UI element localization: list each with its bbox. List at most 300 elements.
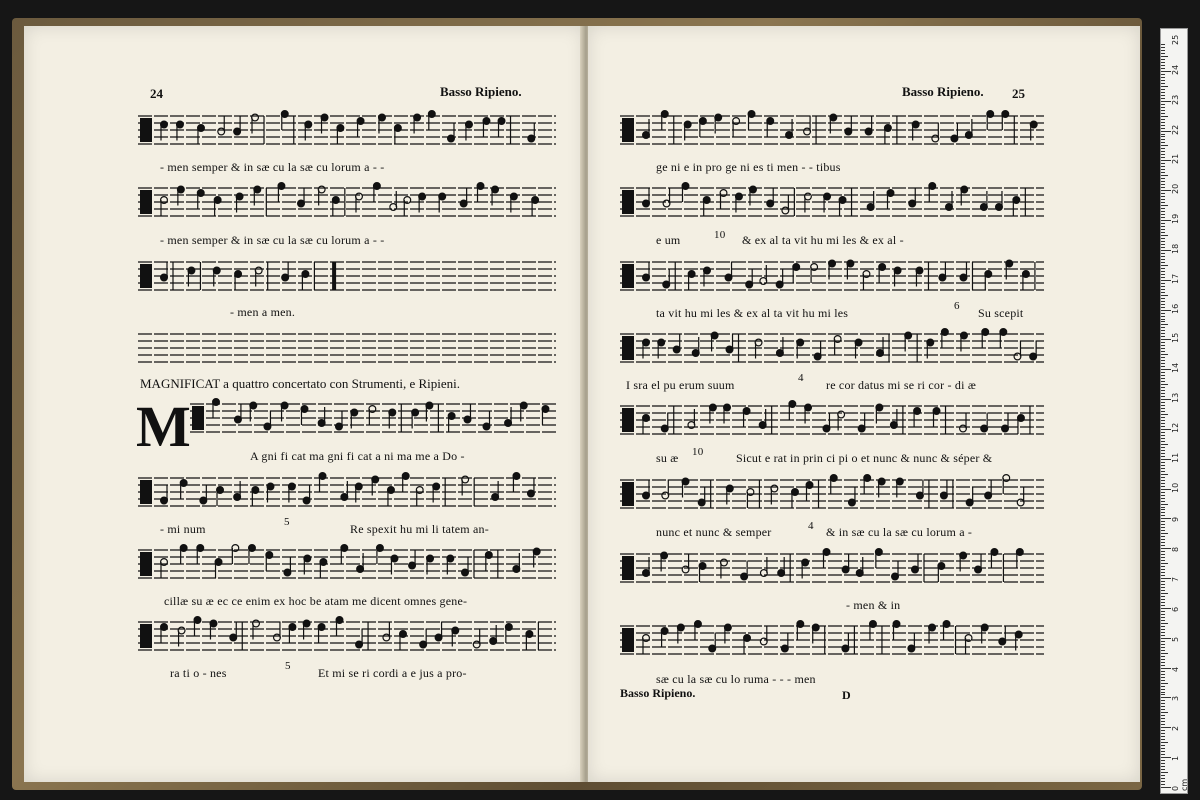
lyric-line: - men semper & in sæ cu la sæ cu lorum a - - bbox=[160, 233, 385, 247]
note bbox=[264, 423, 271, 430]
rest-count: 6 bbox=[954, 300, 960, 312]
clef-sign bbox=[140, 552, 152, 576]
ruler-label: 2 bbox=[1171, 726, 1180, 732]
ruler-tick bbox=[1161, 142, 1165, 143]
ruler-label: 25 bbox=[1171, 34, 1180, 45]
clef-sign bbox=[192, 406, 204, 430]
note bbox=[464, 416, 471, 423]
lyric-line: ge ni e in pro ge ni es ti men - - tibus bbox=[656, 160, 841, 174]
note bbox=[736, 193, 743, 200]
note bbox=[909, 200, 916, 207]
note bbox=[255, 267, 262, 274]
note bbox=[161, 624, 168, 631]
note bbox=[912, 121, 919, 128]
note bbox=[498, 118, 505, 125]
ruler-tick bbox=[1161, 148, 1165, 149]
clef-sign bbox=[622, 118, 634, 142]
clef-sign bbox=[140, 190, 152, 214]
ruler-tick bbox=[1161, 113, 1165, 114]
ruler-label: 8 bbox=[1171, 547, 1180, 553]
note bbox=[688, 271, 695, 278]
ruler-tick bbox=[1161, 566, 1165, 567]
note bbox=[643, 570, 650, 577]
ruler-tick bbox=[1161, 521, 1165, 522]
ruler-tick bbox=[1161, 635, 1165, 636]
note bbox=[782, 207, 789, 214]
note bbox=[663, 281, 670, 288]
note bbox=[234, 128, 241, 135]
ruler-tick bbox=[1161, 348, 1165, 349]
ruler-tick bbox=[1161, 107, 1165, 108]
note bbox=[356, 641, 363, 648]
note bbox=[905, 332, 912, 339]
note bbox=[533, 548, 540, 555]
note bbox=[377, 545, 384, 552]
note bbox=[178, 627, 185, 634]
ruler-tick bbox=[1161, 697, 1171, 698]
ruler-label: 9 bbox=[1171, 517, 1180, 523]
note bbox=[528, 490, 535, 497]
lyric-line: Su scepit bbox=[978, 306, 1024, 320]
ruler-tick bbox=[1161, 757, 1171, 758]
note bbox=[845, 128, 852, 135]
note bbox=[161, 121, 168, 128]
ruler-tick bbox=[1161, 769, 1165, 770]
note bbox=[414, 114, 421, 121]
lyric-line: & in sæ cu la sæ cu lorum a - bbox=[826, 525, 973, 539]
ruler-tick bbox=[1161, 677, 1165, 678]
ruler-tick bbox=[1161, 262, 1165, 263]
ruler-tick bbox=[1161, 59, 1165, 60]
note bbox=[703, 197, 710, 204]
note bbox=[318, 624, 325, 631]
ruler-tick bbox=[1161, 211, 1165, 212]
ruler-tick bbox=[1161, 125, 1165, 126]
ruler-tick bbox=[1161, 504, 1168, 505]
note bbox=[661, 552, 668, 559]
ruler-label: 15 bbox=[1171, 333, 1180, 344]
note bbox=[490, 638, 497, 645]
ruler-tick bbox=[1161, 390, 1165, 391]
ruler-tick bbox=[1161, 169, 1165, 170]
ruler-tick bbox=[1161, 784, 1165, 785]
ruler-tick bbox=[1161, 89, 1165, 90]
ruler-label: 12 bbox=[1171, 422, 1180, 433]
ruler-tick bbox=[1161, 134, 1165, 135]
note bbox=[235, 271, 242, 278]
ruler-tick bbox=[1161, 217, 1165, 218]
note bbox=[236, 193, 243, 200]
ruler-tick bbox=[1161, 727, 1171, 728]
ruler-tick bbox=[1161, 718, 1165, 719]
ruler-tick bbox=[1161, 578, 1171, 579]
note bbox=[699, 563, 706, 570]
note bbox=[661, 425, 668, 432]
note bbox=[409, 562, 416, 569]
note bbox=[692, 350, 699, 357]
note bbox=[235, 416, 242, 423]
ruler-tick bbox=[1161, 47, 1165, 48]
ruler-tick bbox=[1161, 175, 1168, 176]
ruler-tick bbox=[1161, 77, 1165, 78]
note bbox=[505, 624, 512, 631]
ruler-tick bbox=[1161, 524, 1165, 525]
note bbox=[428, 111, 435, 118]
staff bbox=[620, 254, 1044, 298]
note bbox=[528, 135, 535, 142]
ruler-tick bbox=[1161, 674, 1165, 675]
ruler-tick bbox=[1161, 387, 1165, 388]
note bbox=[682, 566, 689, 573]
ruler-tick bbox=[1161, 724, 1165, 725]
staff bbox=[620, 326, 1044, 370]
note bbox=[180, 480, 187, 487]
ruler-tick bbox=[1161, 432, 1165, 433]
ruler-tick bbox=[1161, 680, 1165, 681]
lyric-line: - men & in bbox=[846, 598, 901, 612]
note bbox=[1018, 415, 1025, 422]
ruler-tick bbox=[1161, 330, 1165, 331]
ruler-tick bbox=[1161, 402, 1165, 403]
ruler-tick bbox=[1161, 429, 1171, 430]
lyric-line: - men semper & in sæ cu la sæ cu lorum a - - bbox=[160, 160, 385, 174]
ruler-tick bbox=[1161, 202, 1165, 203]
ruler-tick bbox=[1161, 101, 1171, 102]
note bbox=[320, 559, 327, 566]
clef-sign bbox=[140, 480, 152, 504]
note bbox=[741, 573, 748, 580]
note bbox=[927, 339, 934, 346]
clef-sign bbox=[622, 336, 634, 360]
ruler-tick bbox=[1161, 235, 1168, 236]
clef-sign bbox=[622, 264, 634, 288]
ruler-tick bbox=[1161, 289, 1165, 290]
note bbox=[253, 620, 260, 627]
note bbox=[855, 339, 862, 346]
note bbox=[643, 200, 650, 207]
note bbox=[951, 135, 958, 142]
ruler-tick bbox=[1161, 238, 1165, 239]
note bbox=[804, 128, 811, 135]
note bbox=[961, 332, 968, 339]
staff bbox=[138, 470, 556, 514]
note bbox=[492, 494, 499, 501]
note bbox=[462, 569, 469, 576]
note bbox=[197, 190, 204, 197]
ruler-tick bbox=[1161, 393, 1165, 394]
ruler-tick bbox=[1161, 665, 1165, 666]
left-running-head: Basso Ripieno. bbox=[440, 84, 522, 99]
note bbox=[230, 634, 237, 641]
ruler-tick bbox=[1161, 706, 1165, 707]
ruler-tick bbox=[1161, 605, 1165, 606]
note bbox=[887, 190, 894, 197]
ruler-tick bbox=[1161, 301, 1165, 302]
note bbox=[999, 638, 1006, 645]
note bbox=[473, 641, 480, 648]
ruler-tick bbox=[1161, 119, 1165, 120]
rest-count: 4 bbox=[808, 520, 814, 532]
ruler-tick bbox=[1161, 110, 1165, 111]
note bbox=[318, 186, 325, 193]
ruler-tick bbox=[1161, 581, 1165, 582]
note bbox=[699, 118, 706, 125]
ruler-tick bbox=[1161, 450, 1165, 451]
ruler-label: 11 bbox=[1171, 452, 1180, 463]
ruler-tick bbox=[1161, 754, 1165, 755]
ruler-tick bbox=[1161, 131, 1171, 132]
note bbox=[532, 197, 539, 204]
ruler-tick bbox=[1161, 614, 1165, 615]
note bbox=[759, 422, 766, 429]
note bbox=[806, 482, 813, 489]
ruler-tick bbox=[1161, 692, 1165, 693]
ruler-tick bbox=[1161, 151, 1165, 152]
note bbox=[682, 478, 689, 485]
ruler-tick bbox=[1161, 50, 1165, 51]
note bbox=[1017, 499, 1024, 506]
note bbox=[1000, 329, 1007, 336]
note bbox=[412, 409, 419, 416]
ruler-tick bbox=[1161, 772, 1168, 773]
note bbox=[217, 487, 224, 494]
note bbox=[704, 267, 711, 274]
ruler-tick bbox=[1161, 536, 1165, 537]
ruler-tick bbox=[1161, 372, 1165, 373]
ruler-tick bbox=[1161, 548, 1171, 549]
note bbox=[842, 645, 849, 652]
note bbox=[929, 183, 936, 190]
note bbox=[466, 121, 473, 128]
ruler-tick bbox=[1161, 241, 1165, 242]
note bbox=[743, 408, 750, 415]
ruler-tick bbox=[1161, 689, 1165, 690]
measuring-ruler bbox=[1160, 28, 1188, 794]
note bbox=[771, 485, 778, 492]
note bbox=[987, 111, 994, 118]
note bbox=[823, 549, 830, 556]
note bbox=[991, 549, 998, 556]
empty-staff bbox=[138, 326, 556, 370]
ruler-tick bbox=[1161, 572, 1165, 573]
ruler-tick bbox=[1161, 515, 1165, 516]
ruler-tick bbox=[1161, 166, 1165, 167]
ruler-tick bbox=[1161, 638, 1171, 639]
note bbox=[814, 353, 821, 360]
note bbox=[1015, 631, 1022, 638]
note bbox=[520, 402, 527, 409]
note bbox=[896, 478, 903, 485]
ruler-tick bbox=[1161, 181, 1165, 182]
ruler-tick bbox=[1161, 462, 1165, 463]
ruler-tick bbox=[1161, 56, 1168, 57]
ruler-tick bbox=[1161, 653, 1168, 654]
note bbox=[643, 274, 650, 281]
staff bbox=[190, 396, 556, 440]
note bbox=[435, 634, 442, 641]
ruler-tick bbox=[1161, 659, 1165, 660]
note bbox=[266, 552, 273, 559]
ruler-tick bbox=[1161, 345, 1165, 346]
ruler-label: 1 bbox=[1171, 756, 1180, 762]
note bbox=[985, 492, 992, 499]
ruler-tick bbox=[1161, 530, 1165, 531]
ruler-tick bbox=[1161, 426, 1165, 427]
ruler-label: 7 bbox=[1171, 577, 1180, 583]
note bbox=[658, 339, 665, 346]
ruler-tick bbox=[1161, 342, 1165, 343]
note bbox=[867, 204, 874, 211]
ruler-tick bbox=[1161, 360, 1165, 361]
ruler-tick bbox=[1161, 122, 1165, 123]
note bbox=[876, 404, 883, 411]
note bbox=[188, 267, 195, 274]
note bbox=[695, 621, 702, 628]
note bbox=[1016, 549, 1023, 556]
note bbox=[662, 492, 669, 499]
ruler-tick bbox=[1161, 277, 1165, 278]
ruler-tick bbox=[1161, 518, 1171, 519]
ruler-tick bbox=[1161, 584, 1165, 585]
note bbox=[282, 274, 289, 281]
note bbox=[1002, 111, 1009, 118]
rest-count: 4 bbox=[798, 372, 804, 384]
note bbox=[356, 193, 363, 200]
ruler-tick bbox=[1161, 292, 1165, 293]
lyric-line: Et mi se ri cordi a e jus a pro- bbox=[318, 666, 467, 680]
note bbox=[460, 200, 467, 207]
note bbox=[847, 260, 854, 267]
ruler-tick bbox=[1161, 324, 1168, 325]
note bbox=[319, 473, 326, 480]
clef-sign bbox=[140, 118, 152, 142]
ruler-tick bbox=[1161, 596, 1165, 597]
ruler-tick bbox=[1161, 357, 1165, 358]
ruler-tick bbox=[1161, 172, 1165, 173]
note bbox=[289, 624, 296, 631]
ruler-tick bbox=[1161, 366, 1165, 367]
ruler-tick bbox=[1161, 700, 1165, 701]
note bbox=[677, 624, 684, 631]
ruler-tick bbox=[1161, 533, 1168, 534]
ruler-tick bbox=[1161, 471, 1165, 472]
ruler-tick bbox=[1161, 136, 1165, 137]
ruler-tick bbox=[1161, 205, 1168, 206]
note bbox=[778, 570, 785, 577]
ruler-tick bbox=[1161, 139, 1165, 140]
staff-notation bbox=[138, 108, 556, 154]
note bbox=[305, 121, 312, 128]
ruler-tick bbox=[1161, 163, 1165, 164]
note bbox=[966, 499, 973, 506]
note bbox=[213, 399, 220, 406]
note bbox=[673, 346, 680, 353]
note bbox=[177, 186, 184, 193]
ruler-tick bbox=[1161, 590, 1165, 591]
note bbox=[304, 555, 311, 562]
note bbox=[281, 111, 288, 118]
ruler-label: 4 bbox=[1171, 666, 1180, 672]
note bbox=[824, 193, 831, 200]
ruler-tick bbox=[1161, 226, 1165, 227]
ruler-tick bbox=[1161, 280, 1171, 281]
ruler-label: 14 bbox=[1171, 363, 1180, 374]
ruler-label: 24 bbox=[1171, 64, 1180, 75]
note bbox=[721, 559, 728, 566]
ruler-tick bbox=[1161, 781, 1165, 782]
ruler-tick bbox=[1161, 551, 1165, 552]
ruler-tick bbox=[1161, 545, 1165, 546]
note bbox=[916, 267, 923, 274]
note bbox=[161, 497, 168, 504]
note bbox=[725, 624, 732, 631]
ruler-tick bbox=[1161, 662, 1165, 663]
note bbox=[802, 559, 809, 566]
note bbox=[890, 422, 897, 429]
staff bbox=[138, 108, 556, 152]
ruler-tick bbox=[1161, 157, 1165, 158]
lyric-line: re cor datus mi se ri cor - di æ bbox=[826, 378, 977, 392]
ruler-tick bbox=[1161, 483, 1165, 484]
note bbox=[301, 406, 308, 413]
ruler-tick bbox=[1161, 512, 1165, 513]
ruler-tick bbox=[1161, 98, 1165, 99]
note bbox=[400, 631, 407, 638]
ruler-label: 19 bbox=[1171, 213, 1180, 225]
ruler-tick bbox=[1161, 405, 1165, 406]
ruler-tick bbox=[1161, 74, 1165, 75]
ruler-tick bbox=[1161, 787, 1171, 788]
ruler-tick bbox=[1161, 208, 1165, 209]
note bbox=[198, 125, 205, 132]
ruler-tick bbox=[1161, 712, 1168, 713]
ruler-tick bbox=[1161, 736, 1165, 737]
right-page-number: 25 bbox=[1012, 86, 1025, 101]
lyric-line: su æ bbox=[656, 451, 679, 465]
note bbox=[303, 620, 310, 627]
note bbox=[865, 128, 872, 135]
note bbox=[823, 425, 830, 432]
ruler-tick bbox=[1161, 247, 1165, 248]
note bbox=[180, 545, 187, 552]
staff bbox=[138, 614, 556, 658]
ruler-tick bbox=[1161, 44, 1165, 45]
note bbox=[510, 193, 517, 200]
note bbox=[200, 497, 207, 504]
ruler-tick bbox=[1161, 626, 1165, 627]
note bbox=[932, 135, 939, 142]
note bbox=[760, 570, 767, 577]
ruler-label: 13 bbox=[1171, 392, 1180, 404]
note bbox=[797, 621, 804, 628]
ruler-tick bbox=[1161, 128, 1165, 129]
note bbox=[267, 483, 274, 490]
ruler-tick bbox=[1161, 492, 1165, 493]
ruler-tick bbox=[1161, 363, 1165, 364]
ruler-tick bbox=[1161, 384, 1168, 385]
note bbox=[726, 346, 733, 353]
ruler-label: 6 bbox=[1171, 606, 1180, 612]
note bbox=[643, 339, 650, 346]
ruler-tick bbox=[1161, 95, 1165, 96]
note bbox=[483, 118, 490, 125]
ruler-tick bbox=[1161, 196, 1165, 197]
staff bbox=[620, 472, 1044, 516]
ruler-tick bbox=[1161, 632, 1165, 633]
note bbox=[698, 499, 705, 506]
note bbox=[750, 186, 757, 193]
ruler-tick bbox=[1161, 321, 1165, 322]
